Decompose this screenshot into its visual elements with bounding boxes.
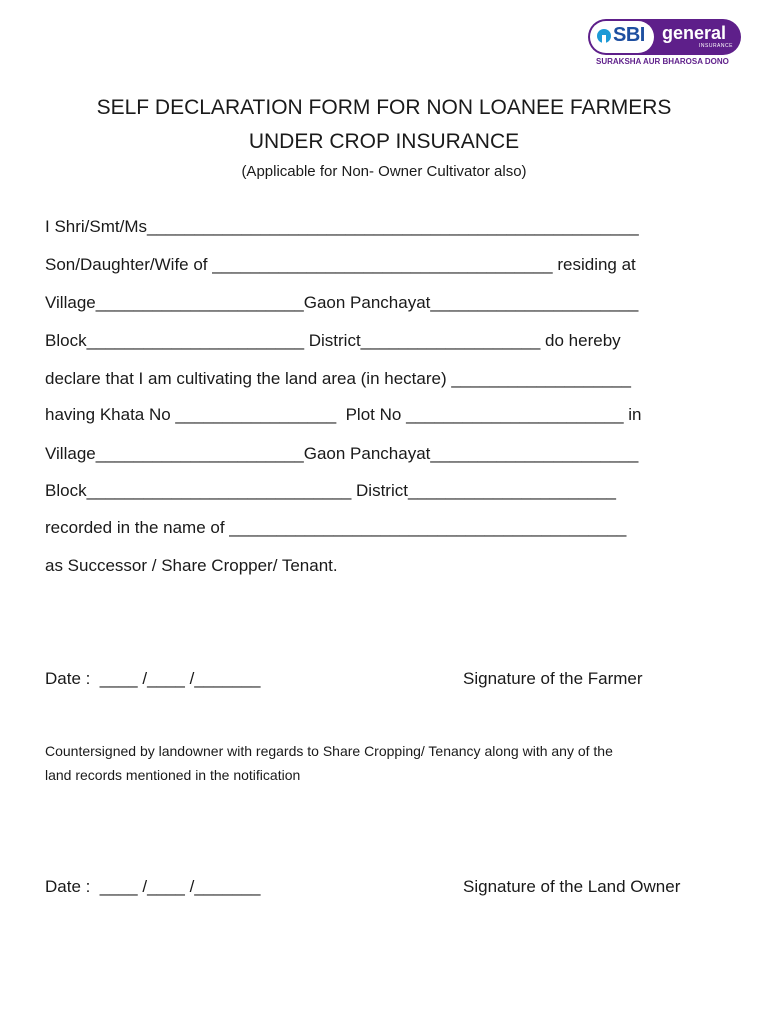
name-field-line: I Shri/Smt/Ms____________________________________________________ bbox=[45, 217, 639, 236]
farmer-signature-label: Signature of the Farmer bbox=[463, 669, 643, 688]
countersign-text-line1: Countersigned by landowner with regards to Share Cropping/ Tenancy along with any of the bbox=[45, 743, 613, 759]
logo-word: general bbox=[662, 23, 727, 43]
relation-field-line: Son/Daughter/Wife of ____________________________________ residing at bbox=[45, 255, 636, 274]
countersign-text-line2: land records mentioned in the notification bbox=[45, 767, 301, 783]
khata-plot-line: having Khata No _________________ Plot No _______________________ in bbox=[45, 405, 642, 424]
block-district-line: Block_______________________ District___________________ do hereby bbox=[45, 331, 621, 350]
village-panchayat-line: Village______________________Gaon Panchayat______________________ bbox=[45, 293, 639, 312]
farmer-date-line: Date : ____ /____ /_______ bbox=[45, 669, 261, 688]
recorded-name-line: recorded in the name of __________________________________________ bbox=[45, 518, 627, 537]
logo-sub: INSURANCE bbox=[699, 43, 733, 49]
form-subtitle: (Applicable for Non- Owner Cultivator also) bbox=[241, 163, 527, 180]
sbi-keyhole-icon bbox=[597, 29, 611, 43]
form-title-line2: UNDER CROP INSURANCE bbox=[248, 130, 520, 153]
sbi-general-logo bbox=[588, 19, 741, 69]
logo-tagline: SURAKSHA AUR BHAROSA DONO bbox=[596, 57, 729, 66]
owner-date-line: Date : ____ /____ /_______ bbox=[45, 877, 261, 896]
form-title-line1: SELF DECLARATION FORM FOR NON LOANEE FARMERS bbox=[96, 96, 672, 119]
block-district-line-2: Block____________________________ District______________________ bbox=[45, 481, 616, 500]
logo-brand: SBI bbox=[613, 24, 645, 46]
village-panchayat-line-2: Village______________________Gaon Panchayat______________________ bbox=[45, 444, 639, 463]
successor-line: as Successor / Share Cropper/ Tenant. bbox=[45, 556, 338, 575]
owner-signature-label: Signature of the Land Owner bbox=[463, 877, 681, 896]
land-area-line: declare that I am cultivating the land area (in hectare) ___________________ bbox=[45, 369, 631, 388]
